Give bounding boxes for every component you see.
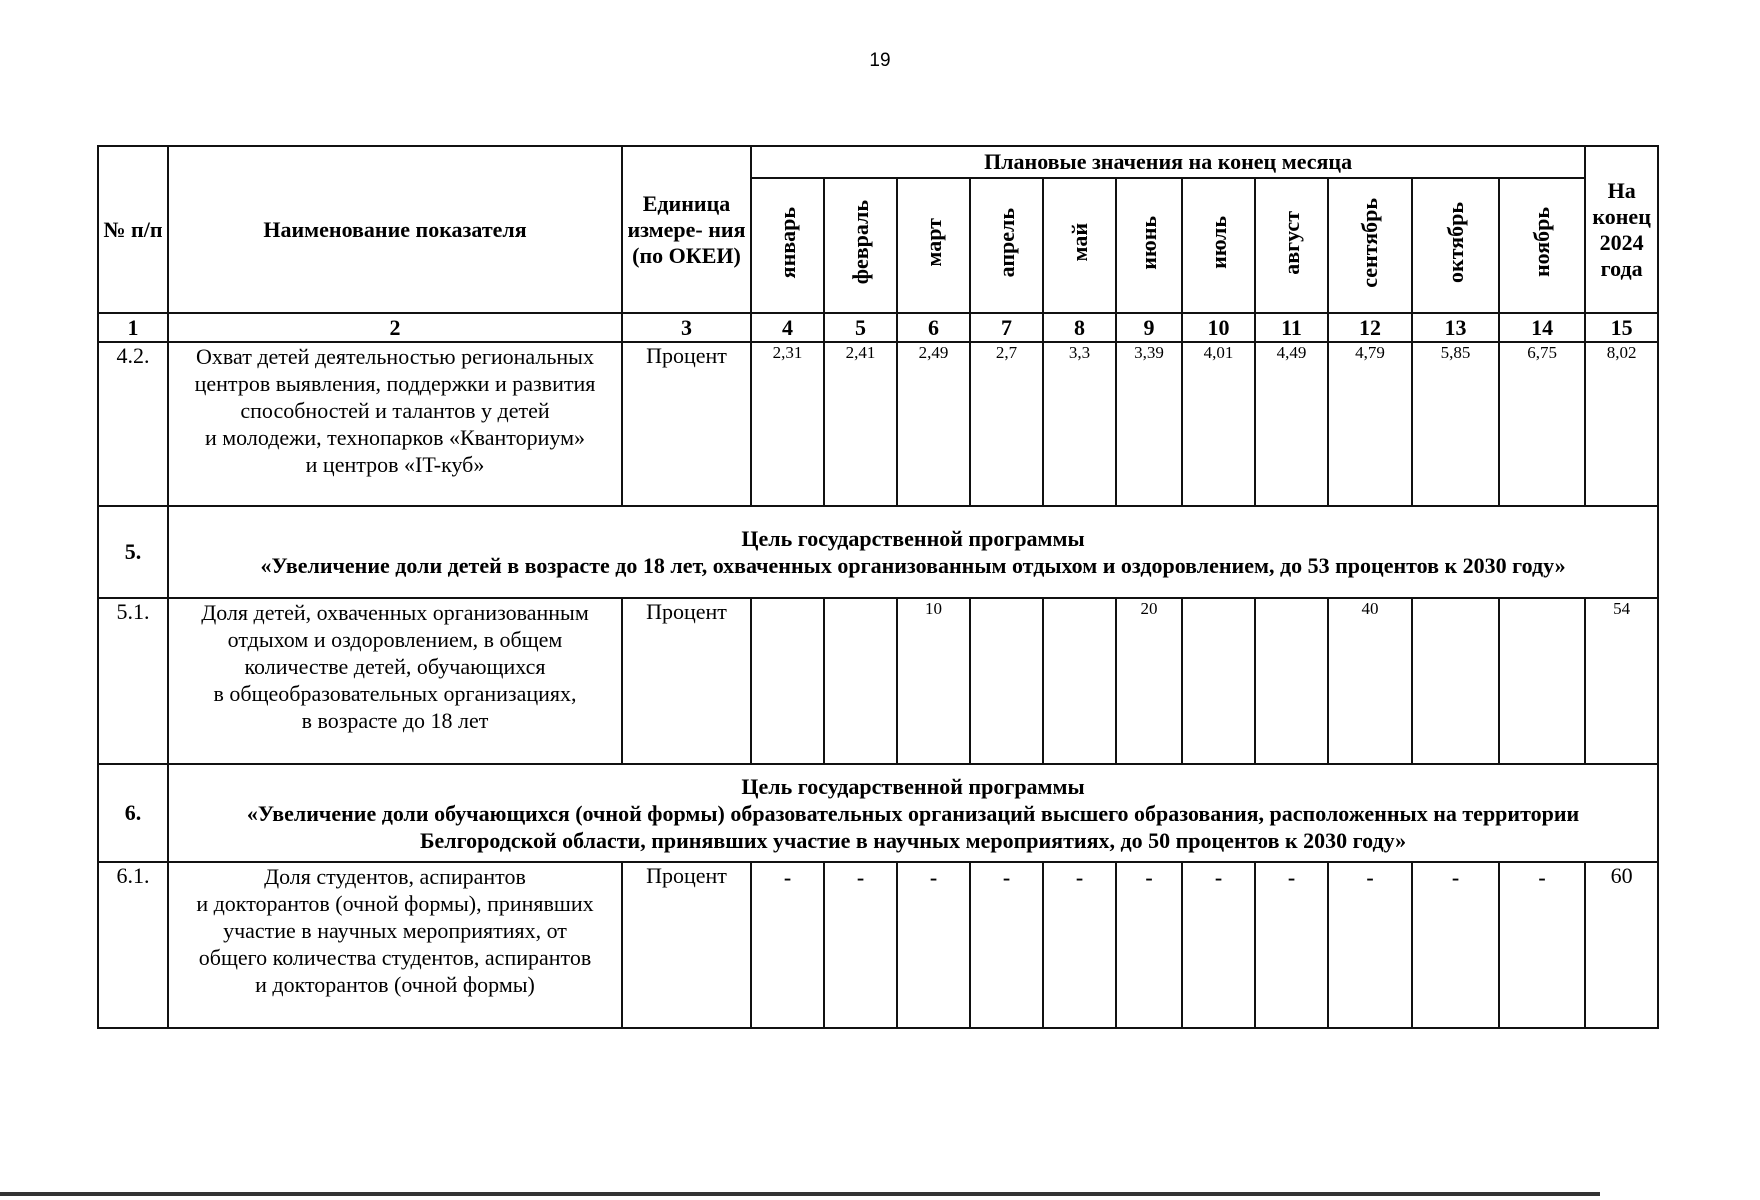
- goal-number: 6.: [98, 764, 168, 862]
- name-line: количестве детей, обучающихся: [244, 654, 546, 679]
- month-value: 20: [1116, 598, 1182, 764]
- goal-line: Цель государственной программы: [741, 773, 1085, 799]
- month-value: -: [1499, 862, 1585, 1028]
- column-number-row: [98, 313, 1658, 342]
- name-line: и молодежи, технопарков «Кванториум»: [204, 425, 586, 450]
- month-value: -: [751, 862, 824, 1028]
- column-number: 3: [622, 313, 751, 342]
- name-line: и центров «IT-куб»: [305, 452, 485, 477]
- column-number: 12: [1328, 313, 1412, 342]
- month-label: сентябрь: [1357, 197, 1382, 288]
- month-value: -: [1116, 862, 1182, 1028]
- month-value: 40: [1328, 598, 1412, 764]
- month-label: июль: [1205, 216, 1231, 269]
- column-number: 13: [1412, 313, 1499, 342]
- month-value: 6,75: [1499, 342, 1585, 506]
- name-line: в возрасте до 18 лет: [301, 708, 489, 733]
- unit-cell: Процент: [622, 342, 751, 506]
- goal-line: Белгородской области, принявших участие в научных мероприятиях, до 50 процентов к 2030 году»: [420, 827, 1407, 853]
- name-line: в общеобразовательных организациях,: [213, 681, 577, 706]
- column-number: 8: [1043, 313, 1116, 342]
- goal-row: [98, 764, 1658, 862]
- month-value: -: [1182, 862, 1255, 1028]
- header-name: Наименование показателя: [168, 146, 622, 313]
- month-value: 4,79: [1328, 342, 1412, 506]
- column-number: 15: [1585, 313, 1658, 342]
- table-row: [98, 862, 1658, 1028]
- column-number: 11: [1255, 313, 1328, 342]
- column-number: 7: [970, 313, 1043, 342]
- column-number: 9: [1116, 313, 1182, 342]
- goal-text: [168, 764, 1658, 862]
- goal-text: [168, 506, 1658, 598]
- month-header: [1328, 178, 1412, 313]
- month-label: февраль: [847, 200, 873, 285]
- year-total-value: 54: [1585, 598, 1658, 764]
- month-value: [970, 598, 1043, 764]
- month-header: [897, 178, 970, 313]
- table-row: [98, 342, 1658, 506]
- month-label: январь: [774, 206, 800, 279]
- goal-line: Цель государственной программы: [741, 526, 1085, 551]
- month-header: [1255, 178, 1328, 313]
- month-value: [1412, 598, 1499, 764]
- name-line: Доля студентов, аспирантов: [264, 864, 526, 889]
- month-value: -: [1043, 862, 1116, 1028]
- header-plan-group: Плановые значения на конец месяца: [751, 146, 1585, 178]
- month-value: 3,3: [1043, 342, 1116, 506]
- name-line: и докторантов (очной формы), принявших: [196, 891, 594, 916]
- month-header: [1182, 178, 1255, 313]
- indicator-name: [168, 598, 622, 764]
- column-number: 2: [168, 313, 622, 342]
- month-header: [1116, 178, 1182, 313]
- month-value: -: [1412, 862, 1499, 1028]
- month-header: [1499, 178, 1585, 313]
- header-num: № п/п: [98, 146, 168, 313]
- month-value: 2,41: [824, 342, 897, 506]
- month-label: август: [1278, 210, 1304, 275]
- month-value: -: [1328, 862, 1412, 1028]
- column-number: 6: [897, 313, 970, 342]
- month-value: 3,39: [1116, 342, 1182, 506]
- month-label: апрель: [993, 207, 1019, 278]
- goal-row: [98, 506, 1658, 598]
- month-value: -: [1255, 862, 1328, 1028]
- month-value: [1255, 598, 1328, 764]
- month-value: 2,7: [970, 342, 1043, 506]
- month-header: [824, 178, 897, 313]
- name-line: отдыхом и оздоровлением, в общем: [227, 627, 563, 652]
- unit-cell: Процент: [622, 598, 751, 764]
- name-line: и докторантов (очной формы): [255, 972, 535, 997]
- goal-line: «Увеличение доли обучающихся (очной формы) образовательных организаций высшего образования, расположенных на территории: [246, 800, 1580, 826]
- header-row-top: [98, 146, 1658, 178]
- column-number: 4: [751, 313, 824, 342]
- month-header: [1412, 178, 1499, 313]
- month-value: [1182, 598, 1255, 764]
- name-line: Доля детей, охваченных организованным: [201, 600, 589, 625]
- name-line: общего количества студентов, аспирантов: [198, 945, 592, 970]
- month-label: ноябрь: [1529, 207, 1555, 278]
- row-number: 6.1.: [98, 862, 168, 1028]
- month-value: [824, 598, 897, 764]
- column-number: 10: [1182, 313, 1255, 342]
- month-value: 5,85: [1412, 342, 1499, 506]
- indicator-name: [168, 342, 622, 506]
- unit-cell: Процент: [622, 862, 751, 1028]
- month-header: [1043, 178, 1116, 313]
- month-label: июнь: [1136, 215, 1161, 270]
- month-value: 4,49: [1255, 342, 1328, 506]
- row-number: 4.2.: [98, 342, 168, 506]
- month-header: [751, 178, 824, 313]
- indicator-name: [168, 862, 622, 1028]
- month-label: май: [1066, 223, 1092, 262]
- scan-edge-divider: [0, 1192, 1600, 1196]
- month-value: -: [897, 862, 970, 1028]
- plan-values-table: [97, 145, 1659, 1029]
- column-number: 5: [824, 313, 897, 342]
- month-value: 4,01: [1182, 342, 1255, 506]
- month-value: -: [824, 862, 897, 1028]
- month-value: [751, 598, 824, 764]
- month-value: -: [970, 862, 1043, 1028]
- name-line: центров выявления, поддержки и развития: [194, 371, 596, 396]
- column-number: 1: [98, 313, 168, 342]
- name-line: Охват детей деятельностью региональных: [196, 344, 594, 369]
- table-row: [98, 598, 1658, 764]
- month-header: [970, 178, 1043, 313]
- year-total-value: 60: [1585, 862, 1658, 1028]
- month-value: [1499, 598, 1585, 764]
- year-total-value: 8,02: [1585, 342, 1658, 506]
- month-value: 2,49: [897, 342, 970, 506]
- header-unit: Единица измере- ния (по ОКЕИ): [622, 146, 751, 313]
- goal-number: 5.: [98, 506, 168, 598]
- name-line: участие в научных мероприятиях, от: [223, 918, 567, 943]
- month-value: [1043, 598, 1116, 764]
- month-label: март: [920, 218, 946, 267]
- month-value: 10: [897, 598, 970, 764]
- goal-line: «Увеличение доли детей в возрасте до 18 лет, охваченных организованным отдыхом и оздоровлением, до 53 процентов к 2030 году»: [260, 553, 1566, 578]
- page-number: 19: [869, 50, 891, 71]
- month-value: 2,31: [751, 342, 824, 506]
- row-number: 5.1.: [98, 598, 168, 764]
- column-number: 14: [1499, 313, 1585, 342]
- header-total: На конец 2024 года: [1585, 146, 1658, 313]
- month-label: октябрь: [1442, 202, 1468, 283]
- name-line: способностей и талантов у детей: [240, 398, 550, 423]
